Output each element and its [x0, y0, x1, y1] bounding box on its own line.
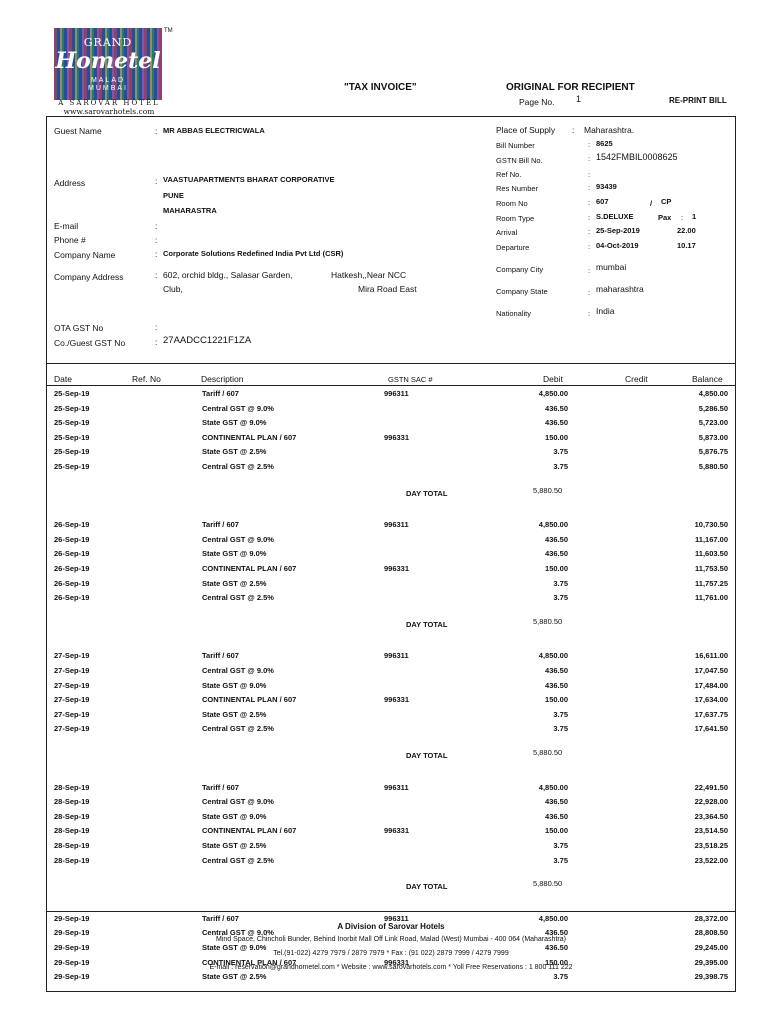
row-balance: 23,364.50: [694, 811, 728, 821]
row-balance: 29,245.00: [694, 943, 728, 952]
row-description: State GST @ 9.0%: [202, 943, 267, 952]
row-debit: 436.50: [545, 418, 568, 428]
row-description: Central GST @ 2.5%: [202, 724, 274, 734]
logo-malad: MALAD: [90, 77, 126, 84]
row-date: 28-Sep-19: [54, 811, 90, 821]
bill-number: 8625: [596, 139, 613, 148]
row-balance: 5,723.00: [698, 418, 728, 428]
row-date: 25-Sep-19: [54, 447, 90, 457]
row-sac: 996331: [384, 432, 410, 442]
row-debit: 4,850.00: [538, 520, 568, 530]
row-balance: 16,611.00: [695, 651, 728, 661]
table-row: [46, 579, 736, 593]
row-description: Central GST @ 9.0%: [202, 928, 274, 938]
logo-mumbai: MUMBAI: [88, 85, 128, 92]
row-date: 28-Sep-19: [54, 826, 90, 836]
departure-time: 10.17: [677, 241, 696, 250]
arrival-time: 22.00: [677, 226, 696, 235]
company-city: mumbai: [596, 262, 627, 272]
company-address-line1a: 602, orchid bldg., Salasar Garden,: [163, 270, 293, 280]
row-balance: 22,928.00: [694, 797, 728, 807]
colon: :: [588, 227, 591, 236]
footer-division: A Division of Sarovar Hotels: [337, 922, 445, 931]
address-label: Address: [54, 178, 86, 188]
address-line1: VAASTUAPARTMENTS BHARAT CORPORATIVE: [163, 175, 335, 184]
tagline: A SAROVAR HOTEL: [58, 99, 160, 107]
row-sac: 996331: [384, 695, 410, 705]
row-balance: 17,634.00: [694, 695, 728, 705]
row-date: 29-Sep-19: [54, 928, 90, 938]
row-description: CONTINENTAL PLAN / 607: [202, 957, 297, 967]
row-balance: 17,637.75: [694, 709, 728, 719]
row-description: Central GST @ 2.5%: [202, 855, 274, 865]
colon: :: [588, 309, 591, 318]
row-description: State GST @ 2.5%: [202, 447, 267, 457]
pax-label: Pax: [658, 213, 672, 222]
res-number: 93439: [596, 182, 617, 191]
original-for-recipient: ORIGINAL FOR RECIPIENT: [506, 82, 635, 93]
row-date: 27-Sep-19: [54, 680, 90, 690]
day-total-value: 5,880.50: [533, 879, 563, 889]
row-description: Central GST @ 2.5%: [202, 593, 274, 603]
row-description: CONTINENTAL PLAN / 607: [202, 564, 297, 573]
row-sac: 996311: [384, 389, 409, 398]
guest-name: MR ABBAS ELECTRICWALA: [163, 126, 265, 135]
row-debit: 436.50: [545, 549, 568, 559]
row-date: 26-Sep-19: [54, 534, 90, 544]
company-state: maharashtra: [596, 284, 644, 294]
colon: :: [155, 221, 158, 231]
company-state-label: Company State: [496, 287, 548, 296]
colon: :: [681, 213, 684, 222]
table-row: [46, 462, 736, 476]
row-description: CONTINENTAL PLAN / 607: [202, 432, 297, 442]
table-row: [46, 826, 736, 840]
row-sac: 996331: [384, 564, 410, 573]
colon: :: [588, 288, 591, 297]
co-gst-value: 27AADCC1221F1ZA: [163, 335, 252, 346]
day-total-label: DAY TOTAL: [406, 751, 448, 760]
phone-label: Phone #: [54, 235, 86, 245]
address-line2: PUNE: [163, 191, 184, 200]
website: www.sarovarhotels.com: [63, 107, 155, 116]
departure-date: 04-Oct-2019: [596, 241, 639, 250]
table-row: [46, 972, 736, 986]
company-city-label: Company City: [496, 265, 544, 274]
row-debit: 150.00: [545, 695, 568, 705]
company-name-label: Company Name: [54, 250, 116, 260]
table-row: [46, 433, 736, 447]
row-description: Tariff / 607: [202, 520, 239, 530]
company-address-line2b: Mira Road East: [358, 284, 417, 294]
row-date: 25-Sep-19: [54, 432, 90, 442]
page-label: Page No.: [519, 97, 555, 107]
col-balance: Balance: [692, 374, 723, 384]
colon: :: [155, 337, 158, 347]
room-no: 607: [596, 197, 609, 206]
table-row: [46, 564, 736, 578]
row-debit: 150.00: [545, 564, 568, 573]
row-description: State GST @ 2.5%: [202, 841, 267, 850]
divider-table-header: [46, 385, 736, 386]
row-debit: 4,850.00: [538, 913, 568, 923]
row-sac: 996331: [384, 826, 410, 836]
row-date: 29-Sep-19: [54, 957, 90, 967]
row-debit: 436.50: [545, 811, 568, 821]
row-balance: 23,514.50: [694, 826, 728, 836]
logo-grand: GRAND: [83, 36, 133, 49]
gstn-bill-number: 1542FMBIL0008625: [596, 152, 678, 162]
row-description: Central GST @ 9.0%: [202, 666, 274, 675]
table-row: [46, 797, 736, 811]
row-balance: 23,522.00: [694, 855, 728, 865]
guest-name-label: Guest Name: [54, 126, 102, 136]
row-description: Tariff / 607: [202, 782, 239, 792]
res-number-label: Res Number: [496, 184, 539, 193]
divider-footer: [46, 911, 736, 912]
row-date: 26-Sep-19: [54, 520, 90, 530]
row-sac: 996311: [384, 782, 409, 792]
row-date: 27-Sep-19: [54, 724, 90, 734]
row-debit: 3.75: [553, 462, 568, 471]
table-row: [46, 856, 736, 870]
table-row: [46, 666, 736, 680]
row-debit: 3.75: [553, 972, 568, 982]
row-debit: 3.75: [553, 709, 568, 719]
col-debit: Debit: [543, 374, 563, 384]
row-balance: 11,167.00: [695, 534, 728, 544]
row-balance: 29,398.75: [694, 972, 728, 982]
row-balance: 11,753.50: [695, 564, 728, 573]
row-sac: 996331: [384, 957, 410, 967]
table-row: [46, 535, 736, 549]
row-date: 25-Sep-19: [54, 389, 90, 398]
row-description: State GST @ 2.5%: [202, 578, 267, 588]
row-description: State GST @ 9.0%: [202, 549, 267, 559]
row-date: 28-Sep-19: [54, 782, 90, 792]
row-balance: 28,372.00: [694, 913, 728, 923]
place-of-supply-label: Place of Supply: [496, 125, 556, 135]
day-total-value: 5,880.50: [533, 616, 563, 626]
table-row: [46, 841, 736, 855]
row-debit: 436.50: [545, 666, 568, 675]
row-description: State GST @ 9.0%: [202, 811, 267, 821]
row-balance: 4,850.00: [698, 389, 728, 398]
row-debit: 150.00: [545, 432, 568, 442]
colon: :: [155, 249, 158, 259]
table-row: [46, 695, 736, 709]
colon: :: [155, 176, 158, 186]
day-total-label: DAY TOTAL: [406, 619, 448, 629]
row-date: 25-Sep-19: [54, 418, 90, 428]
table-row: [46, 549, 736, 563]
colon: :: [155, 235, 158, 245]
colon: :: [588, 183, 591, 192]
table-row: [46, 651, 736, 665]
row-description: State GST @ 2.5%: [202, 972, 267, 982]
row-description: Tariff / 607: [202, 389, 239, 398]
ota-gst-label: OTA GST No: [54, 323, 104, 333]
trademark: TM: [164, 28, 173, 34]
row-debit: 436.50: [545, 403, 568, 413]
row-balance: 17,641.50: [694, 724, 728, 734]
table-row: [46, 783, 736, 797]
row-sac: 996311: [384, 913, 409, 923]
pax-value: 1: [692, 212, 697, 221]
colon: :: [155, 126, 158, 136]
row-balance: 5,873.00: [698, 432, 728, 442]
day-total-value: 5,880.50: [533, 748, 563, 757]
colon: :: [155, 270, 158, 280]
row-balance: 28,808.50: [694, 928, 728, 938]
page-number: 1: [576, 94, 582, 104]
table-row: [46, 418, 736, 432]
col-date: Date: [54, 374, 72, 384]
row-debit: 3.75: [553, 855, 568, 865]
nationality: India: [596, 306, 615, 316]
row-date: 27-Sep-19: [54, 709, 90, 719]
row-debit: 436.50: [545, 928, 568, 938]
row-description: State GST @ 9.0%: [202, 418, 267, 428]
bill-number-label: Bill Number: [496, 141, 535, 150]
room-type: S.DELUXE: [596, 212, 634, 221]
ref-label: Ref No.: [496, 170, 522, 179]
row-debit: 4,850.00: [538, 389, 568, 398]
row-debit: 4,850.00: [538, 651, 568, 661]
row-debit: 3.75: [553, 593, 568, 603]
row-date: 26-Sep-19: [54, 593, 90, 603]
address-line3: MAHARASTRA: [163, 206, 217, 215]
row-description: Tariff / 607: [202, 913, 239, 923]
row-sac: 996311: [384, 520, 409, 530]
row-description: Central GST @ 9.0%: [202, 403, 274, 413]
invoice-title: "TAX INVOICE": [344, 82, 417, 93]
row-date: 27-Sep-19: [54, 695, 90, 705]
row-sac: 996311: [384, 651, 409, 661]
table-row: [46, 593, 736, 607]
divider-details: [46, 363, 736, 364]
company-address-label: Company Address: [54, 272, 124, 282]
nationality-label: Nationality: [496, 309, 532, 318]
hotel-logo: [54, 28, 162, 100]
row-date: 28-Sep-19: [54, 841, 90, 850]
row-balance: 22,491.50: [694, 782, 728, 792]
co-gst-label: Co./Guest GST No: [54, 338, 126, 348]
row-description: Central GST @ 2.5%: [202, 462, 274, 471]
table-row: [46, 710, 736, 724]
row-balance: 17,484.00: [694, 680, 728, 690]
row-description: Central GST @ 9.0%: [202, 797, 274, 807]
row-debit: 4,850.00: [538, 782, 568, 792]
col-ref: Ref. No: [132, 374, 161, 384]
row-debit: 3.75: [553, 447, 568, 457]
colon: :: [588, 242, 591, 251]
row-date: 26-Sep-19: [54, 549, 90, 559]
row-balance: 5,876.75: [698, 447, 728, 457]
email-label: E-mail: [54, 221, 79, 231]
day-total-label: DAY TOTAL: [406, 488, 448, 498]
reprint-label: RE-PRINT BILL: [669, 96, 727, 105]
table-row: [46, 404, 736, 418]
row-balance: 11,757.25: [695, 578, 728, 588]
row-description: CONTINENTAL PLAN / 607: [202, 826, 297, 836]
table-row: [46, 447, 736, 461]
row-balance: 17,047.50: [694, 666, 728, 675]
table-row: [46, 681, 736, 695]
table-row: [46, 812, 736, 826]
arrival-label: Arrival: [496, 228, 518, 237]
row-date: 26-Sep-19: [54, 564, 90, 573]
plan-code: CP: [661, 197, 672, 206]
row-description: State GST @ 9.0%: [202, 680, 267, 690]
row-date: 26-Sep-19: [54, 578, 90, 588]
row-balance: 11,603.50: [695, 549, 728, 559]
row-debit: 3.75: [553, 841, 568, 850]
arrival-date: 25-Sep-2019: [596, 226, 640, 235]
logo-location: [54, 77, 162, 93]
row-debit: 436.50: [545, 680, 568, 690]
row-debit: 3.75: [553, 578, 568, 588]
colon: :: [588, 170, 591, 179]
row-date: 29-Sep-19: [54, 913, 90, 923]
table-row: [46, 389, 736, 403]
room-type-label: Room Type: [496, 214, 535, 223]
colon: :: [588, 198, 591, 207]
logo-hometel: Hometel: [55, 48, 161, 74]
colon: :: [588, 266, 591, 275]
col-sac: GSTN SAC #: [388, 375, 433, 384]
row-date: 28-Sep-19: [54, 855, 90, 865]
day-total-label: DAY TOTAL: [406, 882, 448, 892]
row-balance: 11,761.00: [695, 593, 728, 603]
col-credit: Credit: [625, 374, 648, 384]
row-debit: 150.00: [545, 826, 568, 836]
colon: :: [155, 322, 158, 332]
footer-contact: E-mail : reservation@grandhometel.com * Website : www.sarovarhotels.com * Yoll Free Reservations : 1 800 111 222: [209, 964, 573, 971]
table-row: [46, 724, 736, 738]
row-date: 27-Sep-19: [54, 666, 90, 675]
row-debit: 3.75: [553, 724, 568, 734]
row-description: Central GST @ 9.0%: [202, 534, 274, 544]
footer-address: Mind Space, Chincholi Bunder, Behind Inorbit Mall Off Link Road, Malad (West) Mumbai - 400 064 (Maharashtra): [216, 936, 566, 943]
gstn-bill-label: GSTN Bill No.: [496, 156, 543, 165]
plan-separator: /: [650, 199, 653, 208]
colon: :: [588, 154, 591, 163]
table-row: [46, 520, 736, 534]
footer-tel: Tel.(91-022) 4279 7979 / 2879 7979 * Fax : (91 022) 2879 7999 / 4279 7999: [273, 950, 509, 957]
row-date: 25-Sep-19: [54, 403, 90, 413]
col-description: Description: [201, 374, 244, 384]
room-no-label: Room No: [496, 199, 528, 208]
company-name: Corporate Solutions Redefined India Pvt Ltd (CSR): [163, 249, 344, 258]
colon: :: [588, 213, 591, 222]
colon: :: [572, 125, 575, 135]
row-description: State GST @ 2.5%: [202, 709, 267, 719]
row-balance: 5,880.50: [698, 462, 728, 471]
row-date: 29-Sep-19: [54, 943, 90, 952]
row-date: 27-Sep-19: [54, 651, 90, 661]
company-address-line2a: Club,: [163, 284, 183, 294]
departure-label: Departure: [496, 243, 530, 252]
row-balance: 10,730.50: [694, 520, 728, 530]
row-debit: 436.50: [545, 797, 568, 807]
row-date: 25-Sep-19: [54, 462, 90, 471]
company-address-line1b: Hatkesh,,Near NCC: [331, 270, 407, 280]
row-description: CONTINENTAL PLAN / 607: [202, 695, 297, 705]
day-total-value: 5,880.50: [533, 485, 563, 495]
row-date: 28-Sep-19: [54, 797, 90, 807]
place-of-supply: Maharashtra.: [584, 125, 635, 135]
row-description: Tariff / 607: [202, 651, 239, 661]
row-balance: 23,518.25: [694, 841, 728, 850]
colon: :: [588, 140, 591, 149]
row-balance: 29,395.00: [694, 957, 728, 967]
row-debit: 150.00: [545, 957, 568, 967]
row-debit: 436.50: [545, 943, 568, 952]
row-balance: 5,286.50: [698, 403, 728, 413]
row-debit: 436.50: [545, 534, 568, 544]
row-date: 29-Sep-19: [54, 972, 90, 982]
